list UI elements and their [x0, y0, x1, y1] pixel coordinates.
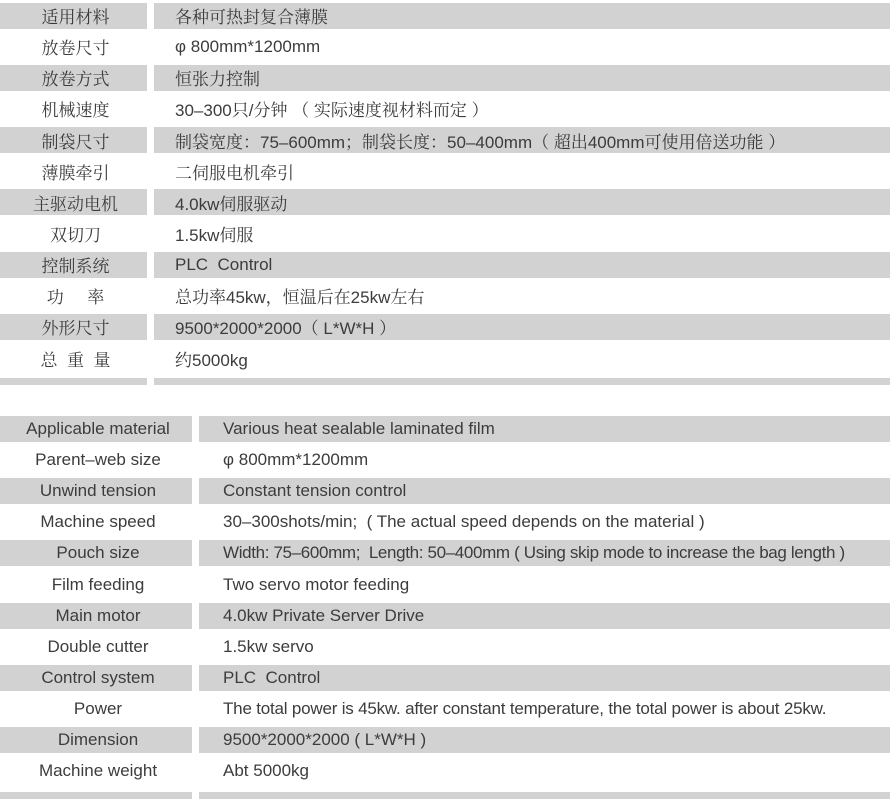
column-divider [147, 378, 154, 385]
spec-value-cell [154, 34, 890, 60]
spec-value: 恒张力控制 [175, 70, 260, 90]
spec-value-cell [199, 758, 890, 784]
spec-label-cell [0, 416, 192, 442]
spec-value-cell [154, 96, 890, 122]
spec-row [0, 476, 890, 507]
spec-label-cell [0, 158, 147, 184]
column-divider [147, 283, 154, 309]
spec-label-cell [0, 696, 192, 722]
spec-label: 控制系统 [41, 257, 110, 277]
spec-value: 各种可热封复合薄膜 [175, 8, 328, 28]
spec-value: 约5000kg [175, 350, 248, 370]
spec-value: 制袋宽度：75–600mm；制袋长度：50–400mm（ 超出400mm可使用倍送功能 ） [175, 132, 786, 152]
spec-row [0, 62, 890, 93]
spec-value-cell [154, 158, 890, 184]
spec-value-cell [154, 314, 890, 340]
spec-label: 外形尺寸 [41, 319, 110, 339]
column-divider [147, 158, 154, 184]
spec-label-cell [0, 221, 147, 247]
spec-label: 双切刀 [50, 226, 101, 246]
spec-value-cell [199, 634, 890, 660]
spec-label: Machine speed [40, 512, 156, 532]
column-divider [192, 727, 199, 753]
spec-row [0, 125, 890, 156]
spec-value-cell [199, 509, 890, 535]
spec-value-cell [199, 540, 890, 566]
spec-value: Width: 75–600mm; Length: 50–400mm ( Using skip mode to increase the bag length ) [223, 543, 845, 563]
spec-value-cell [199, 665, 890, 691]
spec-label: 薄膜牵引 [41, 163, 110, 183]
spec-row [0, 756, 890, 787]
column-divider [192, 696, 199, 722]
spec-label-cell [0, 758, 192, 784]
column-divider [192, 447, 199, 473]
spec-label: Dimension [57, 730, 139, 750]
spec-value: Two servo motor feeding [223, 574, 410, 594]
spec-label-cell [0, 572, 192, 598]
spec-row [0, 662, 890, 693]
spec-value: 30–300只/分钟 （ 实际速度视材料而定 ） [175, 101, 489, 121]
spec-value: 4.0kw Private Server Drive [223, 605, 425, 625]
spec-label: Applicable material [26, 418, 170, 438]
spec-row [0, 218, 890, 249]
spec-row [0, 507, 890, 538]
strip-value-segment [154, 378, 890, 385]
column-divider [147, 221, 154, 247]
spec-label: 适用材料 [41, 8, 110, 28]
table-footer-strip-chinese [0, 378, 890, 385]
spec-label: 主驱动电机 [33, 194, 118, 214]
column-divider [192, 416, 199, 442]
spec-value-cell [154, 127, 890, 153]
spec-value-cell [154, 65, 890, 91]
spec-value: 30–300shots/min; ( The actual speed depends on the material ) [223, 512, 705, 532]
spec-value-cell [154, 221, 890, 247]
column-divider [147, 96, 154, 122]
spec-row [0, 444, 890, 475]
spec-value-cell [199, 447, 890, 473]
spec-value: PLC Control [175, 254, 273, 274]
spec-value: Constant tension control [223, 481, 407, 501]
spec-row [0, 187, 890, 218]
spec-value: φ 800mm*1200mm [223, 449, 369, 469]
spec-label: 放卷尺寸 [41, 39, 110, 59]
spec-value-cell [199, 572, 890, 598]
spec-row [0, 413, 890, 444]
spec-label-cell [0, 345, 147, 371]
spec-value-cell [199, 603, 890, 629]
spec-label: Double cutter [47, 636, 149, 656]
column-divider [147, 189, 154, 215]
spec-row [0, 280, 890, 311]
column-divider [192, 540, 199, 566]
strip-value-segment [199, 792, 890, 799]
spec-label-cell [0, 540, 192, 566]
column-divider [192, 634, 199, 660]
column-divider [147, 127, 154, 153]
spec-row [0, 249, 890, 280]
spec-value-cell [154, 345, 890, 371]
spec-label-cell [0, 283, 147, 309]
spec-row [0, 343, 890, 374]
spec-label-cell [0, 634, 192, 660]
column-divider [147, 314, 154, 340]
spec-value: 9500*2000*2000 ( L*W*H ) [223, 730, 427, 750]
spec-label-cell [0, 127, 147, 153]
spec-label: Main motor [55, 605, 141, 625]
spec-label-cell [0, 34, 147, 60]
spec-value-cell [154, 189, 890, 215]
spec-value: PLC Control [223, 667, 321, 687]
spec-row [0, 725, 890, 756]
spec-label: Unwind tension [39, 481, 157, 501]
column-divider [192, 603, 199, 629]
spec-value-cell [199, 478, 890, 504]
spec-row [0, 694, 890, 725]
spec-value-cell [199, 696, 890, 722]
column-divider [192, 509, 199, 535]
spec-row [0, 31, 890, 62]
spec-label-cell [0, 65, 147, 91]
spec-label-cell [0, 478, 192, 504]
spec-value: φ 800mm*1200mm [175, 36, 321, 56]
spec-label: 制袋尺寸 [41, 132, 110, 152]
spec-row [0, 569, 890, 600]
spec-label: Machine weight [38, 761, 158, 781]
column-divider [192, 665, 199, 691]
spec-label-cell [0, 509, 192, 535]
spec-value-cell [154, 283, 890, 309]
spec-value-cell [154, 3, 890, 29]
column-divider [147, 252, 154, 278]
spec-value: 总功率45kw，恒温后在25kw左右 [175, 288, 425, 308]
spec-value-cell [199, 727, 890, 753]
spec-value: Abt 5000kg [223, 761, 310, 781]
spec-value: The total power is 45kw. after constant temperature, the total power is about 25kw. [223, 699, 827, 719]
spec-label-cell [0, 314, 147, 340]
column-divider [192, 758, 199, 784]
spec-row [0, 631, 890, 662]
strip-label-segment [0, 792, 192, 799]
spec-table-english [0, 413, 890, 787]
spec-label: Pouch size [56, 543, 140, 563]
spec-label-cell [0, 96, 147, 122]
spec-label: 总 重 量 [40, 350, 111, 370]
column-divider [147, 34, 154, 60]
spec-label-cell [0, 3, 147, 29]
column-divider [192, 572, 199, 598]
column-divider [192, 792, 199, 799]
column-divider [147, 3, 154, 29]
spec-value: 二伺服电机牵引 [175, 163, 294, 183]
spec-value: 1.5kw伺服 [175, 226, 254, 246]
strip-label-segment [0, 378, 147, 385]
spec-table-chinese [0, 0, 890, 374]
column-divider [147, 345, 154, 371]
column-divider [147, 65, 154, 91]
spec-value-cell [199, 416, 890, 442]
spec-label: Control system [41, 667, 155, 687]
spec-row [0, 538, 890, 569]
spec-row [0, 93, 890, 124]
spec-label-cell [0, 447, 192, 473]
spec-label-cell [0, 189, 147, 215]
spec-label: 机械速度 [41, 101, 110, 121]
spec-value: 4.0kw伺服驱动 [175, 194, 288, 214]
spec-label-cell [0, 252, 147, 278]
spec-row [0, 0, 890, 31]
spec-label: Power [73, 699, 123, 719]
spec-value: 1.5kw servo [223, 636, 314, 656]
spec-label: Parent–web size [35, 449, 161, 469]
spec-label-cell [0, 727, 192, 753]
spec-label: 放卷方式 [41, 70, 110, 90]
spec-value-cell [154, 252, 890, 278]
spec-value: Various heat sealable laminated film [223, 418, 495, 438]
table-footer-strip-english [0, 792, 890, 799]
spec-label-cell [0, 603, 192, 629]
spec-row [0, 600, 890, 631]
spec-label: 功 率 [46, 288, 105, 308]
column-divider [192, 478, 199, 504]
spec-label: Film feeding [51, 574, 145, 594]
spec-label-cell [0, 665, 192, 691]
spec-value: 9500*2000*2000（ L*W*H ） [175, 319, 397, 339]
spec-row [0, 311, 890, 342]
spec-row [0, 156, 890, 187]
